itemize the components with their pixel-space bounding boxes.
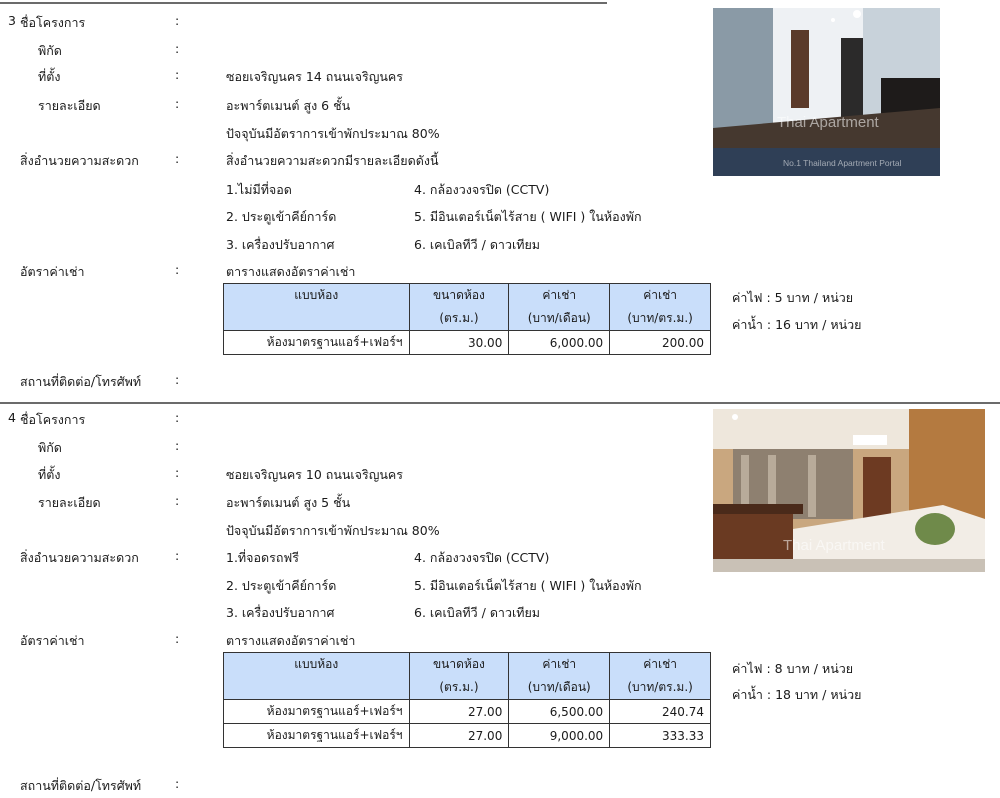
colon: : [175, 151, 180, 166]
cell-room-type: ห้องมาตรฐานแอร์+เฟอร์ฯ [224, 724, 410, 748]
project-number: 4 [8, 410, 16, 425]
header-rent-sqm-unit: (บาท/ตร.ม.) [610, 676, 711, 700]
label-detail: รายละเอียด [38, 495, 101, 510]
colon: : [175, 96, 180, 111]
watermark-title: Thai Apartment [777, 114, 879, 131]
detail-occupancy: ปัจจุบันมีอัตราการเข้าพักประมาณ 80% [226, 523, 440, 538]
colon: : [175, 465, 180, 480]
cell-room-type: ห้องมาตรฐานแอร์+เฟอร์ฯ [224, 700, 410, 724]
label-location: ที่ตั้ง [38, 69, 61, 84]
facility-intro: สิ่งอำนวยความสะดวกมีรายละเอียดดังนี้ [226, 153, 439, 168]
detail-floors: อะพาร์ตเมนต์ สูง 5 ชั้น [226, 495, 351, 510]
facility-item: 4. กล้องวงจรปิด (CCTV) [414, 550, 550, 565]
label-location: ที่ตั้ง [38, 467, 61, 482]
colon: : [175, 631, 180, 646]
cell-rent-sqm: 200.00 [610, 331, 711, 355]
cell-rent-sqm: 240.74 [610, 700, 711, 724]
colon: : [175, 776, 180, 791]
header-size: ขนาดห้อง [409, 284, 509, 308]
colon: : [175, 548, 180, 563]
table-row [224, 724, 711, 748]
watermark-subtitle: No.1 Thailand Apartment Portal [783, 158, 902, 168]
apartment-photo [713, 409, 985, 572]
section-divider [0, 402, 1000, 404]
location-value: ซอยเจริญนคร 10 ถนนเจริญนคร [226, 467, 403, 482]
colon: : [175, 262, 180, 277]
top-divider [0, 2, 607, 4]
header-rent-sqm: ค่าเช่า [610, 284, 711, 308]
detail-floors: อะพาร์ตเมนต์ สูง 6 ชั้น [226, 98, 351, 113]
colon: : [175, 438, 180, 453]
header-size: ขนาดห้อง [409, 653, 509, 677]
cell-size: 27.00 [409, 724, 509, 748]
header-rent: ค่าเช่า [509, 653, 610, 677]
header-rent-unit: (บาท/เดือน) [509, 307, 610, 331]
colon: : [175, 493, 180, 508]
cell-rent-sqm: 333.33 [610, 724, 711, 748]
label-contact: สถานที่ติดต่อ/โทรศัพท์ [20, 778, 142, 793]
header-rent-sqm-unit: (บาท/ตร.ม.) [610, 307, 711, 331]
cell-rent: 6,000.00 [509, 331, 610, 355]
header-blank [224, 676, 410, 700]
facility-item: 5. มีอินเตอร์เน็ตไร้สาย ( WIFI ) ในห้องพัก [414, 578, 642, 593]
electric-rate: ค่าไฟ : 5 บาท / หน่วย [732, 290, 854, 305]
colon: : [175, 41, 180, 56]
location-value: ซอยเจริญนคร 14 ถนนเจริญนคร [226, 69, 403, 84]
header-room-type: แบบห้อง [224, 284, 410, 308]
cell-rent: 9,000.00 [509, 724, 610, 748]
label-project-name: ชื่อโครงการ [20, 412, 86, 427]
colon: : [175, 13, 180, 28]
facility-item: 1.ที่จอดรถฟรี [226, 550, 299, 565]
watermark-title: Thai Apartment [783, 537, 885, 554]
facility-item: 2. ประตูเข้าคีย์การ์ด [226, 209, 337, 224]
cell-rent: 6,500.00 [509, 700, 610, 724]
label-facility: สิ่งอำนวยความสะดวก [20, 550, 139, 565]
facility-item: 3. เครื่องปรับอากาศ [226, 605, 335, 620]
table-row [224, 700, 711, 724]
header-rent-sqm: ค่าเช่า [610, 653, 711, 677]
table-row [224, 331, 711, 355]
colon: : [175, 410, 180, 425]
facility-item: 6. เคเบิลทีวี / ดาวเทียม [414, 605, 541, 620]
water-rate: ค่าน้ำ : 18 บาท / หน่วย [732, 687, 862, 702]
colon: : [175, 372, 180, 387]
cell-size: 27.00 [409, 700, 509, 724]
apartment-photo [713, 8, 940, 176]
facility-item: 4. กล้องวงจรปิด (CCTV) [414, 182, 550, 197]
facility-item: 2. ประตูเข้าคีย์การ์ด [226, 578, 337, 593]
facility-item: 1.ไม่มีที่จอด [226, 182, 292, 197]
header-size-unit: (ตร.ม.) [409, 307, 509, 331]
label-project-name: ชื่อโครงการ [20, 15, 86, 30]
facility-item: 5. มีอินเตอร์เน็ตไร้สาย ( WIFI ) ในห้องพัก [414, 209, 642, 224]
project-number: 3 [8, 13, 16, 28]
header-size-unit: (ตร.ม.) [409, 676, 509, 700]
rate-table-title: ตารางแสดงอัตราค่าเช่า [226, 264, 356, 279]
label-coords: พิกัด [38, 440, 62, 455]
rate-table-title: ตารางแสดงอัตราค่าเช่า [226, 633, 356, 648]
cell-room-type: ห้องมาตรฐานแอร์+เฟอร์ฯ [224, 331, 410, 355]
header-rent: ค่าเช่า [509, 284, 610, 308]
label-rate: อัตราค่าเช่า [20, 633, 85, 648]
header-blank [224, 307, 410, 331]
header-rent-unit: (บาท/เดือน) [509, 676, 610, 700]
rate-table [223, 283, 711, 355]
rate-table [223, 652, 711, 748]
label-contact: สถานที่ติดต่อ/โทรศัพท์ [20, 374, 142, 389]
electric-rate: ค่าไฟ : 8 บาท / หน่วย [732, 661, 854, 676]
detail-occupancy: ปัจจุบันมีอัตราการเข้าพักประมาณ 80% [226, 126, 440, 141]
label-detail: รายละเอียด [38, 98, 101, 113]
water-rate: ค่าน้ำ : 16 บาท / หน่วย [732, 317, 862, 332]
label-coords: พิกัด [38, 43, 62, 58]
header-room-type: แบบห้อง [224, 653, 410, 677]
facility-item: 3. เครื่องปรับอากาศ [226, 237, 335, 252]
label-rate: อัตราค่าเช่า [20, 264, 85, 279]
cell-size: 30.00 [409, 331, 509, 355]
label-facility: สิ่งอำนวยความสะดวก [20, 153, 139, 168]
colon: : [175, 67, 180, 82]
facility-item: 6. เคเบิลทีวี / ดาวเทียม [414, 237, 541, 252]
